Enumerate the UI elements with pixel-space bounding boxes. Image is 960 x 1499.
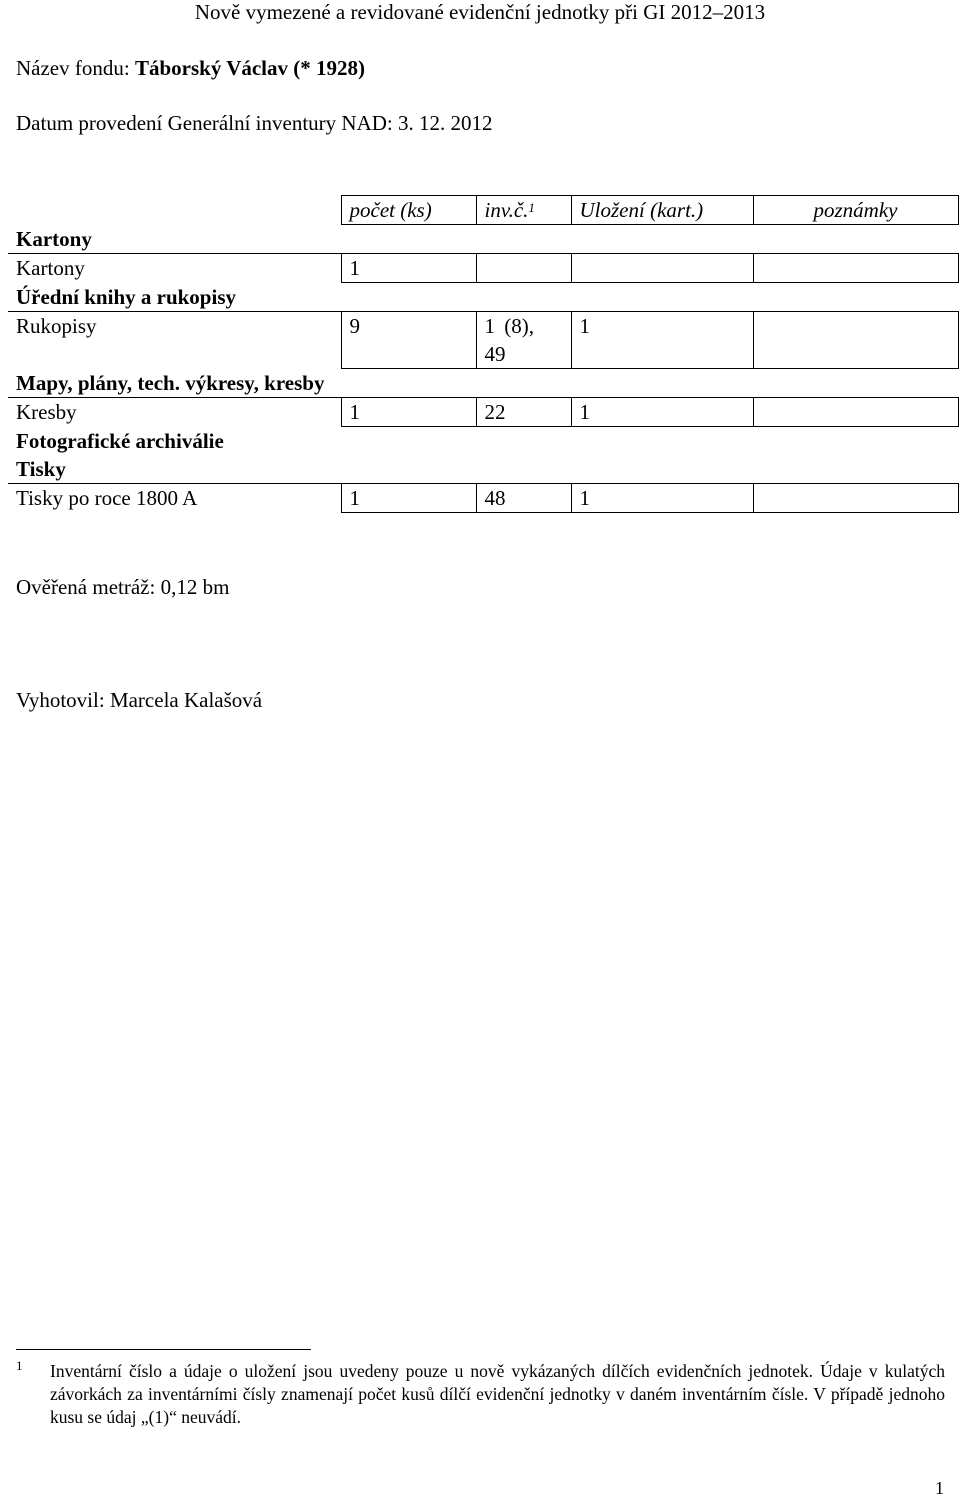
count-cell: 1: [341, 398, 476, 427]
storage-cell: 1: [571, 398, 753, 427]
item-name: Rukopisy: [8, 312, 341, 369]
metraz-line: [16, 574, 229, 600]
category-name: Kartony: [16, 227, 92, 251]
metraz-label: Ověřená metráž:: [16, 575, 156, 599]
footnote-ref: 1: [528, 200, 535, 215]
notes-cell: [753, 254, 958, 283]
category-name: Úřední knihy a rukopisy: [16, 285, 236, 309]
author-value: Marcela Kalašová: [109, 688, 263, 712]
table-row: [8, 254, 958, 283]
date-line: [16, 110, 492, 136]
notes-cell: [753, 312, 958, 369]
category-row: [8, 283, 958, 312]
category-row: [8, 427, 958, 456]
storage-cell: [571, 254, 753, 283]
item-name: Kresby: [8, 398, 341, 427]
fond-value: Táborský Václav (* 1928): [134, 56, 366, 80]
table-header-row: [8, 196, 958, 225]
page-number: 1: [935, 1478, 944, 1498]
col-inv-header: inv.č.$^1$: [476, 196, 571, 225]
col-count-header: počet (ks): [341, 196, 476, 225]
category-row: [8, 369, 958, 398]
table-row: [8, 398, 958, 427]
category-name: Fotografické archiválie: [16, 429, 224, 453]
category-name: Tisky: [16, 457, 66, 481]
category-name: Mapy, plány, tech. výkresy, kresby: [16, 371, 325, 395]
footnote-separator: [16, 1349, 311, 1350]
page-header: Nově vymezené a revidované evidenční jednotky při GI 2012–2013: [194, 0, 766, 24]
fond-label: Název fondu:: [16, 56, 130, 80]
item-name: Kartony: [8, 254, 341, 283]
metraz-value: 0,12 bm: [160, 575, 230, 599]
author-label: Vyhotovil:: [16, 688, 105, 712]
count-cell: 9: [341, 312, 476, 369]
footnote-mark: 1: [16, 1358, 23, 1373]
table-row: [8, 312, 958, 369]
inv-cell: 48: [476, 484, 571, 513]
col-storage-header: Uložení (kart.): [571, 196, 753, 225]
author-line: [16, 687, 262, 713]
date-value: 3. 12. 2012: [397, 111, 493, 135]
inv-cell: [476, 254, 571, 283]
inv-cell: 22: [476, 398, 571, 427]
storage-cell: 1: [571, 312, 753, 369]
item-name: Tisky po roce 1800 A: [8, 484, 341, 513]
table-row: [8, 484, 958, 513]
fond-line: [16, 55, 365, 81]
inv-cell: 1 (8), 49: [476, 312, 571, 369]
category-row: [8, 225, 958, 254]
footnote-text: Inventární číslo a údaje o uložení jsou uvedeny pouze u nově vykázaných dílčích evidenčních jednotek. Údaje v kulatých závorkách za inventárními čísly znamenají počet kusů dílčí evidenční jednotky v daném inventárním čísle. V případě jednoho kusu se údaj „(1)“ neuvádí.: [50, 1361, 945, 1427]
count-cell: 1: [341, 484, 476, 513]
count-cell: 1: [341, 254, 476, 283]
storage-cell: 1: [571, 484, 753, 513]
category-row: [8, 455, 958, 484]
col-notes-header: poznámky: [753, 196, 958, 225]
inventory-table: [8, 195, 959, 513]
notes-cell: [753, 484, 958, 513]
date-label: Datum provedení Generální inventury NAD:: [16, 111, 393, 135]
notes-cell: [753, 398, 958, 427]
